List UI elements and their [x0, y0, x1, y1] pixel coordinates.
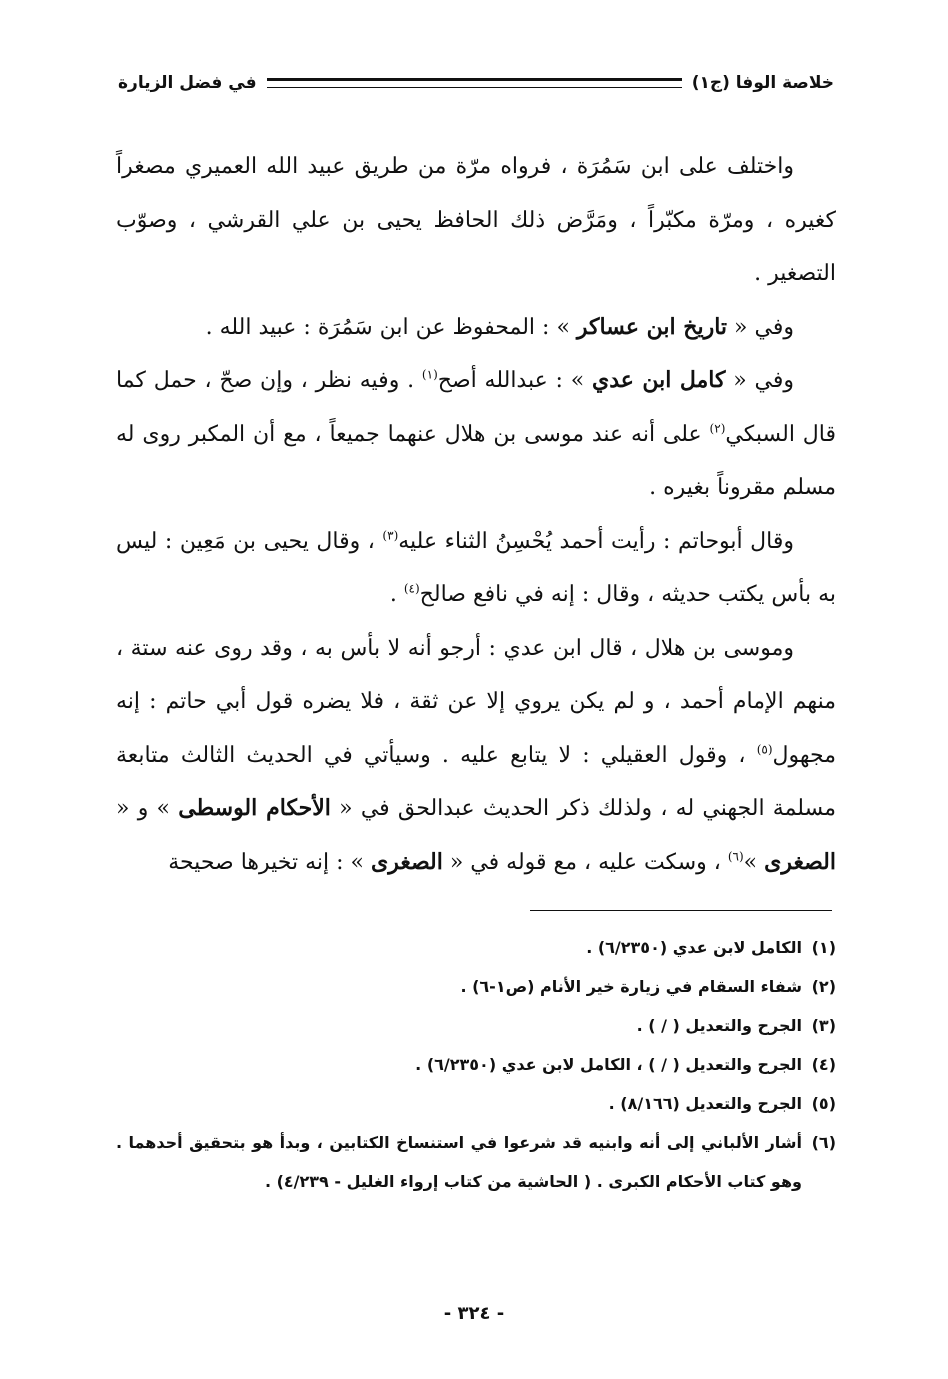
book-title: خلاصة الوفا (ج١)	[691, 73, 834, 93]
book-reference: الصغرى	[370, 848, 443, 875]
footnote-text: الجرح والتعديل ( / ) ، الكامل لابن عدي (٦/٢٣٥٠) .	[415, 1055, 802, 1074]
paragraph-text: » : عبدالله أصح	[437, 368, 593, 393]
footnote-number: (١)	[811, 938, 836, 957]
footnote-number: (٥)	[811, 1094, 836, 1113]
book-reference: كامل ابن عدي	[592, 367, 726, 393]
paragraph-3	[116, 354, 836, 515]
footnote-text: أشار الألباني إلى أنه وابنيه قد شرعوا في استنساخ الكتابين ، وبدأ هو بتحقيق أحدهما . وهو كتاب الأحكام الكبرى . ( الحاشية من كتاب إرواء الغليل - ٤/٢٣٩) .	[116, 1133, 802, 1191]
header-rule	[267, 78, 682, 88]
paragraph-text: ، وسكت عليه ، مع قوله في «	[442, 849, 728, 875]
footnote-item	[116, 1045, 836, 1084]
footnote-marker: (١)	[421, 367, 438, 382]
footnote-number: (٢)	[811, 977, 836, 996]
footnote-marker: (٢)	[709, 421, 726, 436]
footnotes	[116, 928, 836, 1201]
footnote-marker: (٥)	[756, 742, 773, 757]
paragraph-text: ، وقول العقيلي : لا يتابع عليه . وسيأتي في الحديث الثالث متابعة مسلمة الجهني له ، ولذلك ذكر الحديث عبدالحق في «	[116, 742, 836, 821]
footnote-text: الجرح والتعديل ( / ) .	[636, 1016, 802, 1035]
page-number: - ٣٢٤ -	[443, 1303, 505, 1324]
running-header	[118, 66, 834, 100]
paragraph-text: على أنه عند موسى بن هلال عنهما جميعاً ، مع أن المكبر روى له مسلم مقروناً بغيره .	[116, 421, 836, 500]
footnote-text: شفاء السقام في زيارة خير الأنام (ص١-٦) .	[460, 977, 802, 996]
footnote-item	[116, 967, 836, 1006]
paragraph-5	[116, 622, 836, 890]
footnote-number: (٦)	[811, 1133, 836, 1152]
footnote-text: الكامل لابن عدي (٦/٢٣٥٠) .	[586, 938, 802, 957]
footnote-marker: (٣)	[382, 528, 399, 543]
paragraph-text: ، وقال يحيى بن مَعِين : ليس به بأس يكتب حديثه ، وقال : إنه في نافع صالح	[116, 528, 836, 607]
section-title: في فضل الزيارة	[118, 73, 257, 93]
paragraph-4	[116, 515, 836, 622]
footnote-item	[116, 1123, 836, 1201]
footnote-marker: (٤)	[403, 581, 420, 596]
paragraph-text: واختلف على ابن سَمُرَة ، فرواه مرّة من طريق عبيد الله العميري مصغراً كغيره ، ومرّة مكبّراً ، ومَرَّض ذلك الحافظ يحيى بن علي القرشي ، وصوّب التصغير .	[116, 154, 836, 286]
paragraph-text: وموسى بن هلال ، قال ابن عدي : أرجو أنه لا بأس به ، وقد روى عنه ستة ، منهم الإمام أحمد ، و لم يكن يروي إلا عن ثقة ، فلا يضره قول أبي حاتم : إنه مجهول	[116, 635, 836, 768]
footnote-item	[116, 1084, 836, 1123]
paragraph-2	[116, 301, 836, 355]
main-text	[116, 140, 836, 889]
paragraph-text: » و «	[116, 796, 179, 821]
paragraph-text: وفي «	[727, 314, 794, 340]
book-reference: الأحكام الوسطى	[178, 795, 331, 821]
footnote-item	[116, 928, 836, 967]
footnote-marker: (٦)	[727, 849, 744, 864]
paragraph-text: . وفيه نظر ، وإن صحّ ، حمل كما قال السبكي	[116, 368, 837, 447]
paragraph-text: وفي «	[725, 368, 795, 393]
paragraph-text: »	[743, 849, 765, 875]
paragraph-text: .	[389, 582, 404, 607]
paragraph-text: وقال أبوحاتم : رأيت أحمد يُحْسِنُ الثناء عليه	[398, 528, 795, 554]
paragraph-text: » : إنه تخيرها صحيحة	[168, 849, 371, 875]
footnote-item	[116, 1006, 836, 1045]
footnote-text: الجرح والتعديل (٨/١٦٦) .	[608, 1094, 802, 1113]
book-reference: الصغرى	[764, 848, 836, 875]
footnote-number: (٤)	[811, 1055, 836, 1074]
paragraph-text: » : المحفوظ عن ابن سَمُرَة : عبيد الله .	[205, 314, 577, 340]
footnote-separator	[530, 910, 832, 911]
paragraph-1	[116, 140, 836, 301]
book-reference: تاريخ ابن عساكر	[576, 313, 728, 340]
footnote-number: (٣)	[811, 1016, 836, 1035]
